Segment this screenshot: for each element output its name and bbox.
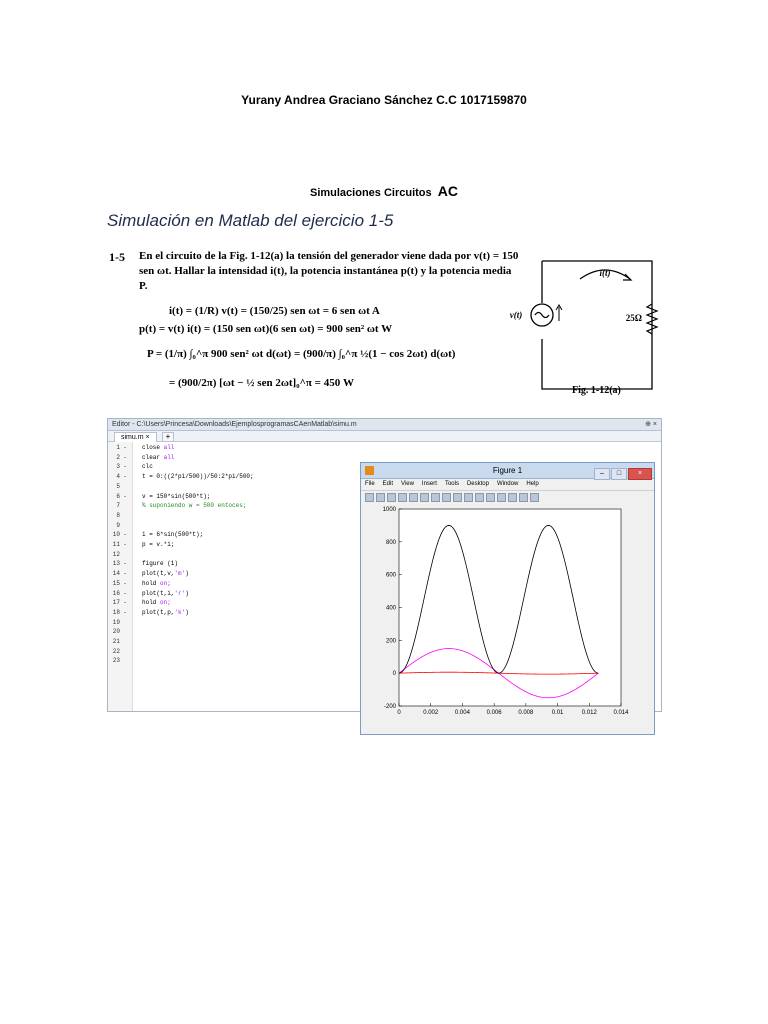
x-tick-label: 0.006: [486, 710, 502, 716]
new-figure-icon[interactable]: [365, 493, 374, 502]
breakpoint-marker[interactable]: -: [123, 541, 127, 548]
data-cursor-icon[interactable]: [464, 493, 473, 502]
y-tick-label: -200: [383, 704, 396, 710]
figure-menubar: [361, 479, 654, 490]
breakpoint-marker[interactable]: -: [123, 608, 127, 616]
line-number: 1: [116, 444, 120, 451]
colorbar-icon[interactable]: [497, 493, 506, 502]
x-tick-label: 0.01: [551, 710, 564, 716]
tab-simu[interactable]: [114, 432, 157, 442]
code-line[interactable]: [108, 657, 130, 664]
polarity-arrow-icon: [556, 305, 562, 321]
menu-item-window[interactable]: Window: [496, 481, 519, 487]
breakpoint-marker[interactable]: -: [123, 463, 127, 471]
x-tick-label: 0.004: [454, 710, 470, 716]
subtitle: [0, 183, 768, 199]
breakpoint-marker[interactable]: -: [123, 531, 127, 539]
circuit-wire: [542, 261, 652, 389]
line-number: 21: [112, 638, 120, 645]
code-line[interactable]: [108, 541, 175, 548]
editor-titlebar: [108, 419, 661, 431]
editor-window-controls[interactable]: ⊕ ×: [645, 421, 657, 428]
code-text: hold on;: [142, 579, 171, 587]
code-line[interactable]: [108, 628, 130, 635]
line-number: 17: [112, 599, 120, 607]
author-line: Yurany Andrea Graciano Sánchez C.C 1017159870: [241, 93, 527, 107]
line-number: 16: [112, 589, 120, 597]
line-number: 15: [112, 579, 120, 587]
source-label: v(t): [509, 310, 523, 320]
close-button[interactable]: ×: [628, 468, 652, 480]
y-tick-label: 0: [392, 671, 396, 678]
matlab-editor: [107, 418, 662, 716]
breakpoint-marker[interactable]: -: [123, 570, 127, 578]
figure-caption: Fig. 1-12(a): [572, 385, 621, 396]
menu-item-view[interactable]: View: [401, 481, 414, 487]
tab-close-icon[interactable]: ×: [145, 434, 150, 441]
current-label: i(t): [599, 268, 611, 278]
code-line[interactable]: [108, 522, 130, 529]
link-icon[interactable]: [486, 493, 495, 502]
code-line[interactable]: [108, 551, 130, 558]
line-number: 7: [116, 502, 120, 510]
editor-title: Editor - C:\Users\Princesa\Downloads\EjemplosprogramasCAenMatlab\simu.m: [112, 421, 357, 428]
menu-item-tools[interactable]: Tools: [444, 481, 459, 487]
problem-number: 1-5: [109, 250, 125, 264]
code-text: close all: [142, 444, 175, 451]
plot-area: [361, 503, 654, 734]
menu-item-desktop[interactable]: Desktop: [466, 481, 489, 487]
breakpoint-marker[interactable]: -: [123, 560, 127, 568]
legend-icon[interactable]: [508, 493, 517, 502]
axes-box: [399, 509, 621, 706]
line-number: 23: [112, 657, 120, 665]
rotate-icon[interactable]: [453, 493, 462, 502]
tab-label: simu.m: [121, 434, 144, 441]
code-text: plot(t,v,'m'): [142, 570, 189, 578]
line-number: 2: [116, 453, 120, 461]
hide-tools-icon[interactable]: [519, 493, 528, 502]
breakpoint-marker[interactable]: -: [123, 599, 127, 607]
zoom-in-icon[interactable]: [420, 493, 429, 502]
line-number: 12: [112, 550, 120, 558]
code-line[interactable]: [108, 570, 189, 578]
save-icon[interactable]: [387, 493, 396, 502]
problem-scan: [107, 247, 662, 405]
open-file-icon[interactable]: [376, 493, 385, 502]
editor-body[interactable]: [108, 442, 661, 716]
code-text: clc: [142, 463, 153, 471]
line-number: 4: [116, 473, 120, 481]
code-text: p = v.*i;: [142, 541, 175, 548]
code-text: plot(t,i,'r'): [142, 589, 189, 597]
code-line[interactable]: [108, 463, 153, 471]
brush-icon[interactable]: [475, 493, 484, 502]
menu-item-edit[interactable]: Edit: [382, 481, 394, 487]
x-tick-label: 0.012: [581, 710, 597, 716]
breakpoint-marker[interactable]: -: [123, 589, 127, 597]
figure-title: Figure 1: [492, 466, 523, 475]
code-line[interactable]: [108, 608, 189, 616]
code-text: % suponiendo w = 500 entoces;: [142, 502, 247, 510]
figure-window: [360, 462, 655, 735]
breakpoint-marker[interactable]: -: [123, 473, 127, 481]
subtitle-text: Simulaciones Circuitos: [309, 187, 432, 199]
code-text: hold on;: [142, 599, 171, 607]
breakpoint-marker[interactable]: -: [123, 453, 127, 461]
line-number: 10: [112, 531, 120, 539]
line-number: 19: [112, 618, 120, 626]
figure-toolbar: [361, 490, 654, 504]
code-line[interactable]: [108, 453, 175, 461]
add-tab-button[interactable]: +: [162, 432, 174, 442]
code-line[interactable]: [108, 483, 130, 490]
code-line[interactable]: [108, 579, 171, 587]
x-tick-label: 0: [397, 710, 401, 716]
equation-result: = (900/2π) [ωt − ½ sen 2ωt]₀^π = 450 W: [169, 377, 354, 389]
code-line[interactable]: [108, 619, 130, 626]
code-text: figure (1): [142, 560, 179, 568]
breakpoint-marker[interactable]: -: [123, 579, 127, 587]
menu-item-file[interactable]: File: [365, 481, 375, 487]
code-line[interactable]: [108, 560, 179, 568]
section-title: Simulación en Matlab del ejercicio 1-5: [107, 211, 394, 230]
code-line[interactable]: [108, 589, 189, 597]
code-text: clear all: [142, 453, 175, 461]
subtitle-ac: AC: [437, 183, 458, 199]
breakpoint-marker[interactable]: -: [123, 444, 127, 451]
code-text: plot(t,p,'k'): [142, 608, 189, 616]
equation-average-power: P = (1/π) ∫₀^π 900 sen² ωt d(ωt) = (900/π) ∫₀^π ½(1 − cos 2ωt) d(ωt): [147, 348, 456, 360]
line-number: 20: [112, 628, 120, 636]
y-tick-label: 1000: [382, 507, 396, 513]
y-tick-label: 400: [385, 605, 396, 612]
menu-item-help[interactable]: Help: [526, 481, 539, 487]
line-number: 9: [116, 521, 120, 529]
code-text: i = 6*sin(500*t);: [142, 531, 204, 539]
y-tick-label: 600: [385, 572, 396, 579]
problem-statement: En el circuito de la Fig. 1-12(a) la tensión del generador viene dada por v(t) = 150 sen ωt. Hallar la intensidad i(t), la potencia instantánea p(t) y la potencia media P.: [139, 250, 519, 292]
code-line[interactable]: [108, 492, 211, 500]
code-text: t = 0:((2*pi/500))/50:2*pi/500;: [142, 473, 254, 481]
line-number: 5: [116, 482, 120, 490]
pointer-icon[interactable]: [409, 493, 418, 502]
code-line[interactable]: [108, 648, 130, 655]
equation-current: i(t) = (1/R) v(t) = (150/25) sen ωt = 6 sen ωt A: [169, 305, 380, 317]
figure-titlebar: [361, 463, 654, 479]
circuit-diagram: [502, 249, 662, 399]
line-number: 3: [116, 463, 120, 471]
y-tick-label: 800: [385, 539, 396, 546]
resistor-label: 25Ω: [625, 313, 642, 323]
line-number: 11: [112, 541, 120, 548]
maximize-button[interactable]: □: [611, 468, 627, 480]
code-line[interactable]: [108, 512, 130, 519]
code-line[interactable]: [108, 473, 254, 481]
y-tick-label: 200: [385, 638, 396, 645]
x-tick-label: 0.008: [518, 710, 534, 716]
code-line[interactable]: [108, 599, 171, 607]
show-tools-icon[interactable]: [530, 493, 539, 502]
zoom-out-icon[interactable]: [431, 493, 440, 502]
line-number: 13: [112, 560, 120, 568]
line-number: 22: [112, 647, 120, 655]
editor-tabbar: [108, 431, 661, 442]
equation-power: p(t) = v(t) i(t) = (150 sen ωt)(6 sen ωt) = 900 sen² ωt W: [139, 323, 393, 335]
line-number: 6: [116, 492, 120, 500]
code-line[interactable]: [108, 444, 175, 451]
print-icon[interactable]: [398, 493, 407, 502]
line-number: 8: [116, 511, 120, 519]
breakpoint-marker[interactable]: -: [123, 492, 127, 500]
minimize-button[interactable]: –: [594, 468, 610, 480]
menu-item-insert[interactable]: Insert: [421, 481, 437, 487]
matlab-logo-icon: [365, 466, 374, 475]
line-number: 18: [112, 608, 120, 616]
code-text: v = 150*sin(500*t);: [142, 492, 211, 500]
code-line[interactable]: [108, 638, 130, 645]
line-number: 14: [112, 570, 120, 578]
code-line[interactable]: [108, 502, 247, 510]
pan-icon[interactable]: [442, 493, 451, 502]
code-line[interactable]: [108, 531, 204, 539]
x-tick-label: 0.014: [613, 710, 629, 716]
x-tick-label: 0.002: [423, 710, 439, 716]
